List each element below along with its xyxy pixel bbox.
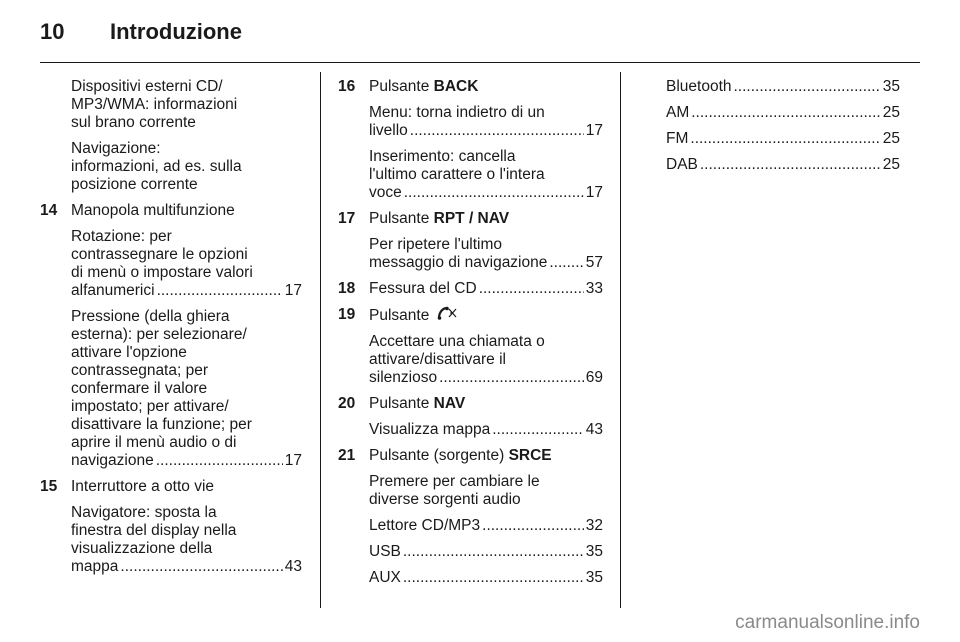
page-ref-number: 25 — [882, 156, 900, 173]
item-paragraph — [369, 473, 603, 509]
text-line: esterna): per selezionare/ — [71, 326, 247, 343]
page-ref-text: messaggio di navigazione — [369, 254, 548, 271]
text-line: confermare il valore — [71, 380, 208, 397]
item-title: Manopola multifunzione — [71, 202, 235, 219]
item-paragraph — [71, 308, 302, 470]
leader-dots — [157, 282, 283, 300]
text-line: Pressione (della ghiera — [71, 308, 230, 325]
page-ref-line — [369, 254, 603, 272]
source-list-item — [666, 78, 900, 96]
leader-dots — [479, 280, 584, 298]
column-3 — [666, 78, 900, 182]
intro-paragraph-2 — [71, 140, 302, 194]
text-line: diverse sorgenti audio — [369, 491, 521, 508]
leader-dots — [734, 78, 881, 96]
page-ref-line — [71, 558, 302, 576]
leader-dots — [410, 122, 584, 140]
page-ref-text: FM — [666, 130, 689, 147]
button-name: SRCE — [508, 447, 552, 464]
item-number: 14 — [40, 202, 58, 219]
column-divider — [320, 72, 321, 608]
leader-dots — [404, 184, 584, 202]
text-line: Per ripetere l'ultimo — [369, 236, 503, 253]
intro-paragraph-1 — [71, 78, 302, 132]
source-list-item — [666, 104, 900, 122]
item-paragraph — [71, 228, 302, 300]
item-number: 19 — [338, 306, 356, 323]
source-list-item — [369, 543, 603, 561]
page-ref-text: USB — [369, 543, 401, 560]
page-ref-number: 57 — [585, 254, 603, 271]
page-ref-number: 32 — [585, 517, 603, 534]
text-line: posizione corrente — [71, 176, 198, 193]
text-line: finestra del display nella — [71, 522, 237, 539]
page-ref-text: livello — [369, 122, 408, 139]
text-line: attivare l'opzione — [71, 344, 187, 361]
page-ref-number: 17 — [585, 184, 603, 201]
item-number: 18 — [338, 280, 356, 297]
watermark: carmanualsonline.info — [735, 612, 920, 633]
item-17 — [338, 210, 603, 272]
page-ref-line — [369, 280, 603, 298]
item-title — [369, 447, 603, 465]
item-paragraph — [369, 333, 603, 387]
item-15 — [40, 478, 302, 576]
page-ref-number: 25 — [882, 104, 900, 121]
page-ref-text: mappa — [71, 558, 119, 575]
page-ref-text: alfanumerici — [71, 282, 155, 299]
page-ref-line — [369, 369, 603, 387]
text-line: disattivare la funzione; per — [71, 416, 252, 433]
item-number: 17 — [338, 210, 356, 227]
page-ref-number: 17 — [284, 282, 302, 299]
column-divider — [620, 72, 621, 608]
page-ref-text: AUX — [369, 569, 401, 586]
page-ref-number: 17 — [585, 122, 603, 139]
page-ref-text: AM — [666, 104, 690, 121]
source-list-item — [666, 130, 900, 148]
text-line: di menù o impostare valori — [71, 264, 253, 281]
text-line: contrassegnare le opzioni — [71, 246, 248, 263]
page-ref-number: 35 — [585, 543, 603, 560]
item-title — [369, 78, 603, 96]
title-prefix: Pulsante (sorgente) — [369, 447, 509, 464]
item-number: 16 — [338, 78, 356, 95]
page-ref-text: Lettore CD/MP3 — [369, 517, 481, 534]
page-title: Introduzione — [110, 19, 242, 44]
leader-dots — [439, 369, 584, 387]
item-title — [369, 395, 603, 413]
button-name: RPT / NAV — [433, 210, 510, 227]
page-ref-text: navigazione — [71, 452, 154, 469]
text-line: sul brano corrente — [71, 114, 196, 131]
text-line: l'ultimo carattere o l'intera — [369, 166, 545, 183]
text-line: contrassegnata; per — [71, 362, 209, 379]
item-16 — [338, 78, 603, 202]
title-prefix: Pulsante — [369, 210, 434, 227]
leader-dots — [492, 421, 584, 439]
page-ref-number: 69 — [585, 369, 603, 386]
button-name: NAV — [433, 395, 466, 412]
page-number: 10 — [40, 19, 65, 44]
column-1 — [40, 78, 302, 584]
page-ref-text: silenzioso — [369, 369, 438, 386]
text-line: informazioni, ad es. sulla — [71, 158, 242, 175]
text-line: impostato; per attivare/ — [71, 398, 229, 415]
leader-dots — [691, 104, 881, 122]
page-ref-text: Bluetooth — [666, 78, 732, 95]
text-line: Accettare una chiamata o — [369, 333, 545, 350]
page-ref-line — [369, 184, 603, 202]
leader-dots — [120, 558, 282, 576]
leader-dots — [690, 130, 880, 148]
text-line: Dispositivi esterni CD/ — [71, 78, 223, 95]
item-21 — [338, 447, 603, 587]
item-number: 15 — [40, 478, 58, 495]
text-line: Inserimento: cancella — [369, 148, 516, 165]
item-title: Interruttore a otto vie — [71, 478, 215, 495]
page-ref-line — [71, 452, 302, 470]
item-number: 20 — [338, 395, 356, 412]
page-ref-number: 25 — [882, 130, 900, 147]
leader-dots — [482, 517, 584, 535]
source-list-item — [666, 156, 900, 174]
button-name: BACK — [433, 78, 479, 95]
leader-dots — [403, 543, 584, 561]
text-line: visualizzazione della — [71, 540, 213, 557]
item-14 — [40, 202, 302, 470]
page-ref-number: 33 — [585, 280, 603, 297]
page-ref-line — [71, 282, 302, 300]
text-line: Menu: torna indietro di un — [369, 104, 545, 121]
text-line: Premere per cambiare le — [369, 473, 540, 490]
title-prefix: Pulsante — [369, 395, 434, 412]
intro-block — [40, 78, 302, 194]
page-ref-text: DAB — [666, 156, 698, 173]
text-line: MP3/WMA: informazioni — [71, 96, 238, 113]
leader-dots — [549, 254, 583, 272]
page-ref-number: 35 — [882, 78, 900, 95]
leader-dots — [156, 452, 283, 470]
page-ref-text: Fessura del CD — [369, 280, 477, 297]
page-ref-number: 43 — [284, 558, 302, 575]
page-ref-number: 35 — [585, 569, 603, 586]
item-number: 21 — [338, 447, 356, 464]
text-line: attivare/disattivare il — [369, 351, 506, 368]
title-prefix: Pulsante — [369, 78, 434, 95]
item-title — [369, 306, 603, 325]
source-list-item — [369, 517, 603, 535]
page-ref-text: Visualizza mappa — [369, 421, 491, 438]
column-2 — [338, 78, 603, 595]
item-paragraph — [369, 148, 603, 202]
page-header — [40, 19, 242, 45]
item-title — [369, 210, 603, 228]
item-19 — [338, 306, 603, 387]
phone-mute-icon — [437, 306, 459, 325]
item-paragraph — [369, 104, 603, 140]
item-20 — [338, 395, 603, 439]
page-ref-number: 17 — [284, 452, 302, 469]
page-ref-text: voce — [369, 184, 402, 201]
page-ref-line — [369, 122, 603, 140]
text-line: aprire il menù audio o di — [71, 434, 237, 451]
page-ref-number: 43 — [585, 421, 603, 438]
source-list-item — [369, 569, 603, 587]
text-line: Navigatore: sposta la — [71, 504, 217, 521]
text-line: Navigazione: — [71, 140, 161, 157]
leader-dots — [403, 569, 584, 587]
item-paragraph — [369, 236, 603, 272]
leader-dots — [700, 156, 881, 174]
title-prefix: Pulsante — [369, 307, 434, 324]
page-ref-line — [369, 421, 603, 439]
header-rule — [40, 62, 920, 63]
item-paragraph — [71, 504, 302, 576]
text-line: Rotazione: per — [71, 228, 172, 245]
item-18 — [338, 280, 603, 298]
